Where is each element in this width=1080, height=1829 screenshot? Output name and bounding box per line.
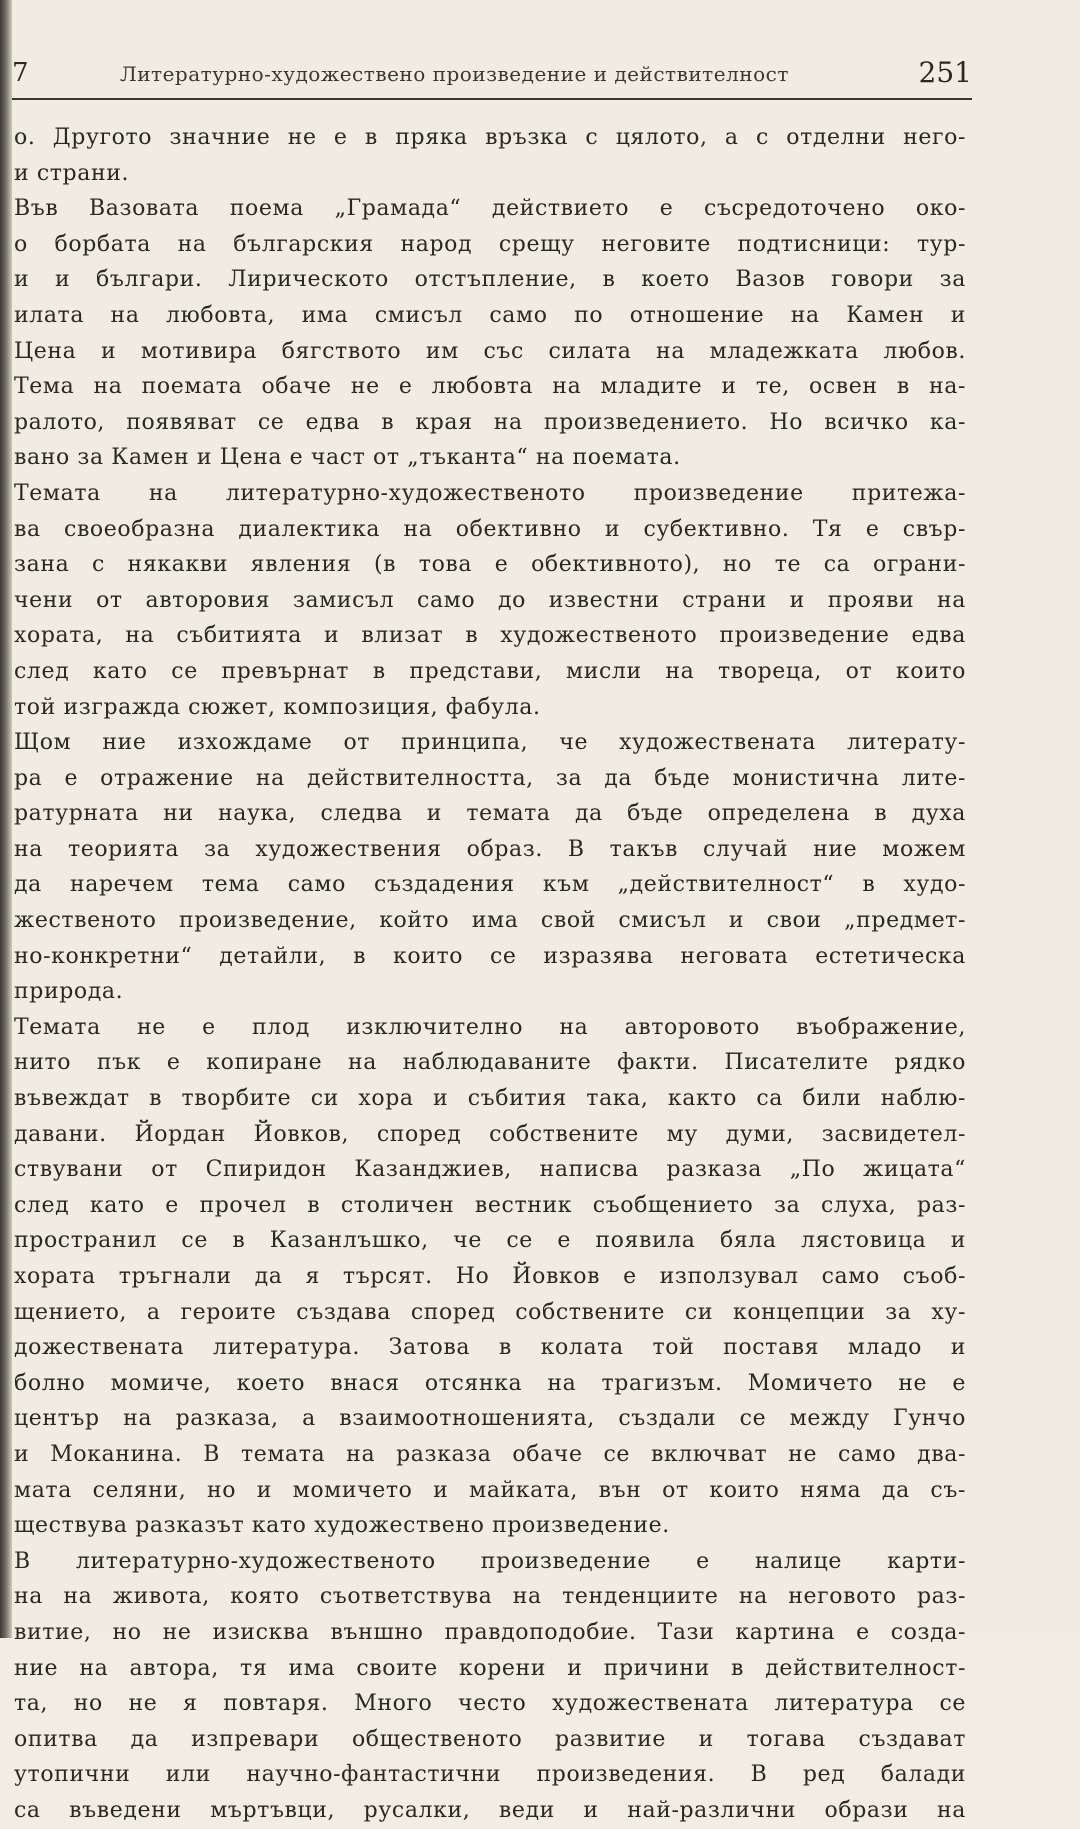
text-line: ва своеобразна диалектика на обективно и субективно. Тя е свър- — [14, 516, 966, 542]
text-line: илата на любовта, има смисъл само по отношение на Камен и — [14, 302, 966, 328]
text-line: дожествената литература. Затова в колата той поставя младо и — [14, 1335, 966, 1361]
text-line: Темата не е плод изключително на авторовото въображение, — [14, 1014, 966, 1040]
text-line: та, но не я повтаря. Много често художествената литература се — [14, 1691, 966, 1717]
text-line: и страни. — [14, 160, 130, 186]
text-line: и Моканина. В темата на разказа обаче се включват не само два- — [14, 1441, 966, 1467]
header-rule — [12, 98, 972, 100]
text-line: ратурната ни наука, следва и темата да бъде определена в духа — [14, 801, 966, 827]
book-binding-edge — [0, 0, 12, 1638]
body-text — [14, 120, 966, 1829]
text-line: мата селяни, но и момичето и майката, вън от които няма да съ- — [14, 1477, 966, 1503]
text-line: опитва да изпревари общественото развитие и тогава създават — [14, 1726, 966, 1752]
text-line: но-конкретни“ детайли, в които се изразява неговата естетическа — [14, 943, 966, 969]
page-header — [12, 48, 972, 100]
text-line: зана с някакви явления (в това е обективното), но те са ограни- — [14, 552, 966, 578]
text-line: след като се превърнат в представи, мисли на твореца, от които — [14, 658, 966, 684]
text-line: ра е отражение на действителността, за да бъде монистична лите- — [14, 765, 966, 791]
text-line: хората тръгнали да я търсят. Но Йовков е използувал само съоб- — [14, 1264, 966, 1289]
text-line: Цена и мотивира бягството им със силата на младежката любов. — [14, 338, 966, 364]
text-line: да наречем тема само създадения към „действителност“ в худо- — [14, 872, 966, 898]
text-line: нито пък е копиране на наблюдаваните факти. Писателите рядко — [14, 1050, 966, 1076]
edge-number: 7 — [12, 58, 29, 88]
page-number: 251 — [918, 56, 972, 89]
text-line: Щом ние изхождаме от принципа, че художествената литерату- — [14, 730, 966, 756]
text-line: природа. — [14, 979, 124, 1005]
text-line: давани. Йордан Йовков, според собствените му думи, засвидетел- — [14, 1121, 966, 1147]
text-line: о борбата на българския народ срещу неговите подтисници: тур- — [14, 231, 966, 257]
text-line: ние на автора, тя има своите корени и причини в действителност- — [14, 1655, 966, 1681]
text-line: са въведени мъртъвци, русалки, веди и най-различни образи на — [14, 1797, 966, 1823]
running-title: Литературно-художествено произведение и действителност — [120, 62, 789, 86]
text-line: на на живота, която съответствува на тенденциите на неговото раз- — [14, 1584, 966, 1610]
text-line: център на разказа, а взаимоотношенията, създали се между Гунчо — [14, 1406, 966, 1432]
text-line: болно момиче, което внася отсянка на трагизъм. Момичето не е — [14, 1370, 966, 1396]
text-line: ществува разказът като художествено произведение. — [14, 1513, 670, 1539]
text-line: Във Вазовата поема „Грамада“ действието е съсредоточено око- — [14, 196, 966, 222]
text-line: Тема на поемата обаче не е любовта на младите и те, освен в на- — [14, 374, 966, 400]
text-line: витие, но не изисква външно правдоподобие. Тази картина е созда- — [14, 1619, 966, 1645]
text-line: Темата на литературно-художественото произведение притежа- — [14, 480, 966, 506]
text-line: след като е прочел в столичен вестник съобщението за слуха, раз- — [14, 1192, 966, 1218]
text-line: хората, на събитията и влизат в художественото произведение едва — [14, 623, 966, 649]
text-line: и и българи. Лирическото отстъпление, в което Вазов говори за — [14, 267, 966, 293]
text-line: щението, а героите създава според собствените си концепции за ху- — [14, 1299, 966, 1325]
text-line: пространил се в Казанлъшко, че се е появила бяла лястовица и — [14, 1228, 966, 1254]
text-line: чени от авторовия замисъл само до известни страни и прояви на — [14, 587, 966, 613]
text-line: В литературно-художественото произведение е налице карти- — [14, 1548, 966, 1574]
text-line: утопични или научно-фантастични произведения. В ред балади — [14, 1762, 966, 1788]
text-line: на теорията за художествения образ. В такъв случай ние можем — [14, 836, 966, 862]
text-line: ствувани от Спиридон Казанджиев, написва разказа „По жицата“ — [14, 1157, 966, 1183]
text-line: вано за Камен и Цена е част от „тъканта“ на поемата. — [14, 445, 681, 471]
text-line: жественото произведение, който има свой смисъл и свои „предмет- — [14, 908, 966, 934]
text-line: въвеждат в творбите си хора и събития така, както са били наблю- — [14, 1086, 966, 1112]
text-line: о. Другото значние не е в пряка връзка с цялото, а с отделни него- — [14, 125, 966, 150]
text-line: ралото, появяват се едва в края на произведението. Но всичко ка- — [14, 409, 966, 435]
text-line: той изгражда сюжет, композиция, фабула. — [14, 694, 541, 720]
